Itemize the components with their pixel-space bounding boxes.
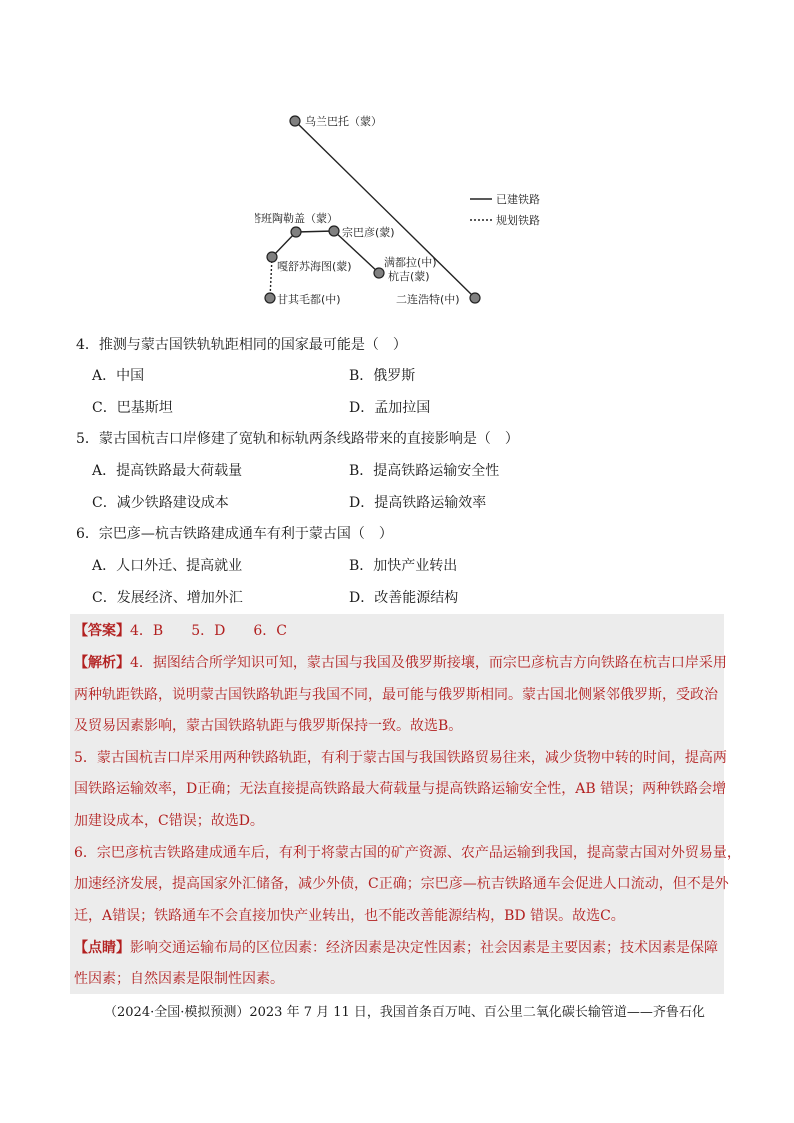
- analysis-line-6: 加建设成本，C错误；故选D。: [74, 813, 264, 829]
- city-marker-gashuun-sukhait: [267, 252, 277, 262]
- city-marker-zuunbayan: [329, 226, 339, 236]
- analysis-line-5: 国铁路运输效率，D正确；无法直接提高铁路最大荷载量与提高铁路运输安全性，AB 错误；两种铁路会增: [74, 781, 727, 797]
- analysis-line-8: 加速经济发展，提高国家外汇储备，减少外债，C正确；宗巴彦—杭吉铁路通车会促进人口流动，但不是外: [74, 876, 729, 892]
- analysis-line-1: [74, 653, 727, 673]
- city-marker-tavan-tolgoi: [291, 227, 301, 237]
- question-5-option-a: A．提高铁路最大荷载量: [92, 463, 243, 479]
- legend-planned-label: 规划铁路: [496, 214, 540, 227]
- next-question-intro: （2024·全国·模拟预测）2023 年 7 月 11 日，我国首条百万吨、百公里二氧化碳长输管道——齐鲁石化: [104, 1005, 705, 1020]
- analysis-line-7: 6．宗巴彦杭吉铁路建成通车后，有利于将蒙古国的矿产资源、农产品运输到我国，提高蒙古国对外贸易量，: [74, 845, 741, 861]
- question-5-option-d: D．提高铁路运输效率: [349, 495, 487, 511]
- dianjing-text-1: 影响交通运输布局的区位因素：经济因素是决定性因素；社会因素是主要因素；技术因素是保障: [130, 940, 718, 956]
- analysis-tag: 【解析】: [74, 655, 130, 671]
- question-4-option-c: C．巴基斯坦: [92, 400, 173, 416]
- question-5-option-c: C．减少铁路建设成本: [92, 495, 229, 511]
- legend-built-label: 已建铁路: [496, 193, 540, 206]
- analysis-text-1: 4．据图结合所学知识可知，蒙古国与我国及俄罗斯接壤，而宗巴彦杭吉方向铁路在杭吉口岸采用: [130, 655, 727, 671]
- question-6-option-c: C．发展经济、增加外汇: [92, 590, 243, 606]
- question-4-option-a: A．中国: [92, 368, 145, 384]
- city-label-hangi: 杭吉(蒙): [388, 270, 430, 283]
- city-label-ulaanbaatar: 乌兰巴托（蒙）: [305, 115, 382, 128]
- question-4-option-d: D．孟加拉国: [349, 400, 431, 416]
- city-marker-hangi: [374, 268, 384, 278]
- question-6-option-b: B．加快产业转出: [349, 558, 458, 574]
- answer-line: [74, 621, 287, 641]
- city-marker-erenhot: [470, 293, 480, 303]
- city-label-erenhot: 二连浩特(中): [396, 293, 460, 306]
- rail-planned-gashuun-ganqimaodu: [270, 257, 272, 298]
- dianjing-tag: 【点睛】: [74, 940, 130, 956]
- dianjing-line-2: 性因素；自然因素是限制性因素。: [74, 971, 284, 987]
- city-marker-ulaanbaatar: [290, 116, 300, 126]
- answer-tag: 【答案】: [74, 623, 130, 639]
- city-label-gashuun-sukhait: 嘎舒苏海图(蒙): [277, 260, 352, 273]
- analysis-line-9: 迁，A错误；铁路通车不会直接加快产业转出，也不能改善能源结构，BD 错误。故选C。: [74, 908, 625, 924]
- analysis-line-2: 两种轨距铁路，说明蒙古国铁路轨距与我国不同，最可能与俄罗斯相同。蒙古国北侧紧邻俄罗斯，受政治: [74, 687, 718, 703]
- analysis-line-4: 5．蒙古国杭吉口岸采用两种铁路轨距，有利于蒙古国与我国铁路贸易往来，减少货物中转的时间，提高两: [74, 750, 727, 766]
- city-label-tavan-tolgoi: 塔班陶勒盖（蒙）: [255, 212, 338, 225]
- city-label-mandula: 满都拉(中): [384, 256, 437, 269]
- question-6-option-a: A．人口外迁、提高就业: [92, 558, 243, 574]
- analysis-line-3: 及贸易因素影响，蒙古国铁路轨距与俄罗斯保持一致。故选B。: [74, 718, 463, 734]
- city-label-zuunbayan: 宗巴彦(蒙): [342, 226, 395, 239]
- question-5-stem: 5．蒙古国杭吉口岸修建了宽轨和标轨两条线路带来的直接影响是（ ）: [76, 431, 519, 447]
- dianjing-line-1: [74, 938, 718, 958]
- question-6-stem: 6．宗巴彦—杭吉铁路建成通车有利于蒙古国（ ）: [76, 526, 393, 542]
- railway-map: [255, 108, 555, 312]
- rail-tavan-zuunbayan: [296, 231, 334, 232]
- city-label-ganqimaodu: 甘其毛都(中): [277, 293, 341, 306]
- question-6-option-d: D．改善能源结构: [349, 590, 459, 606]
- city-marker-ganqimaodu: [265, 293, 275, 303]
- question-4-stem: 4．推测与蒙古国铁轨轨距相同的国家最可能是（ ）: [76, 337, 407, 353]
- answer-text: 4．B 5．D 6．C: [130, 623, 287, 639]
- question-4-option-b: B．俄罗斯: [349, 368, 416, 384]
- question-5-option-b: B．提高铁路运输安全性: [349, 463, 500, 479]
